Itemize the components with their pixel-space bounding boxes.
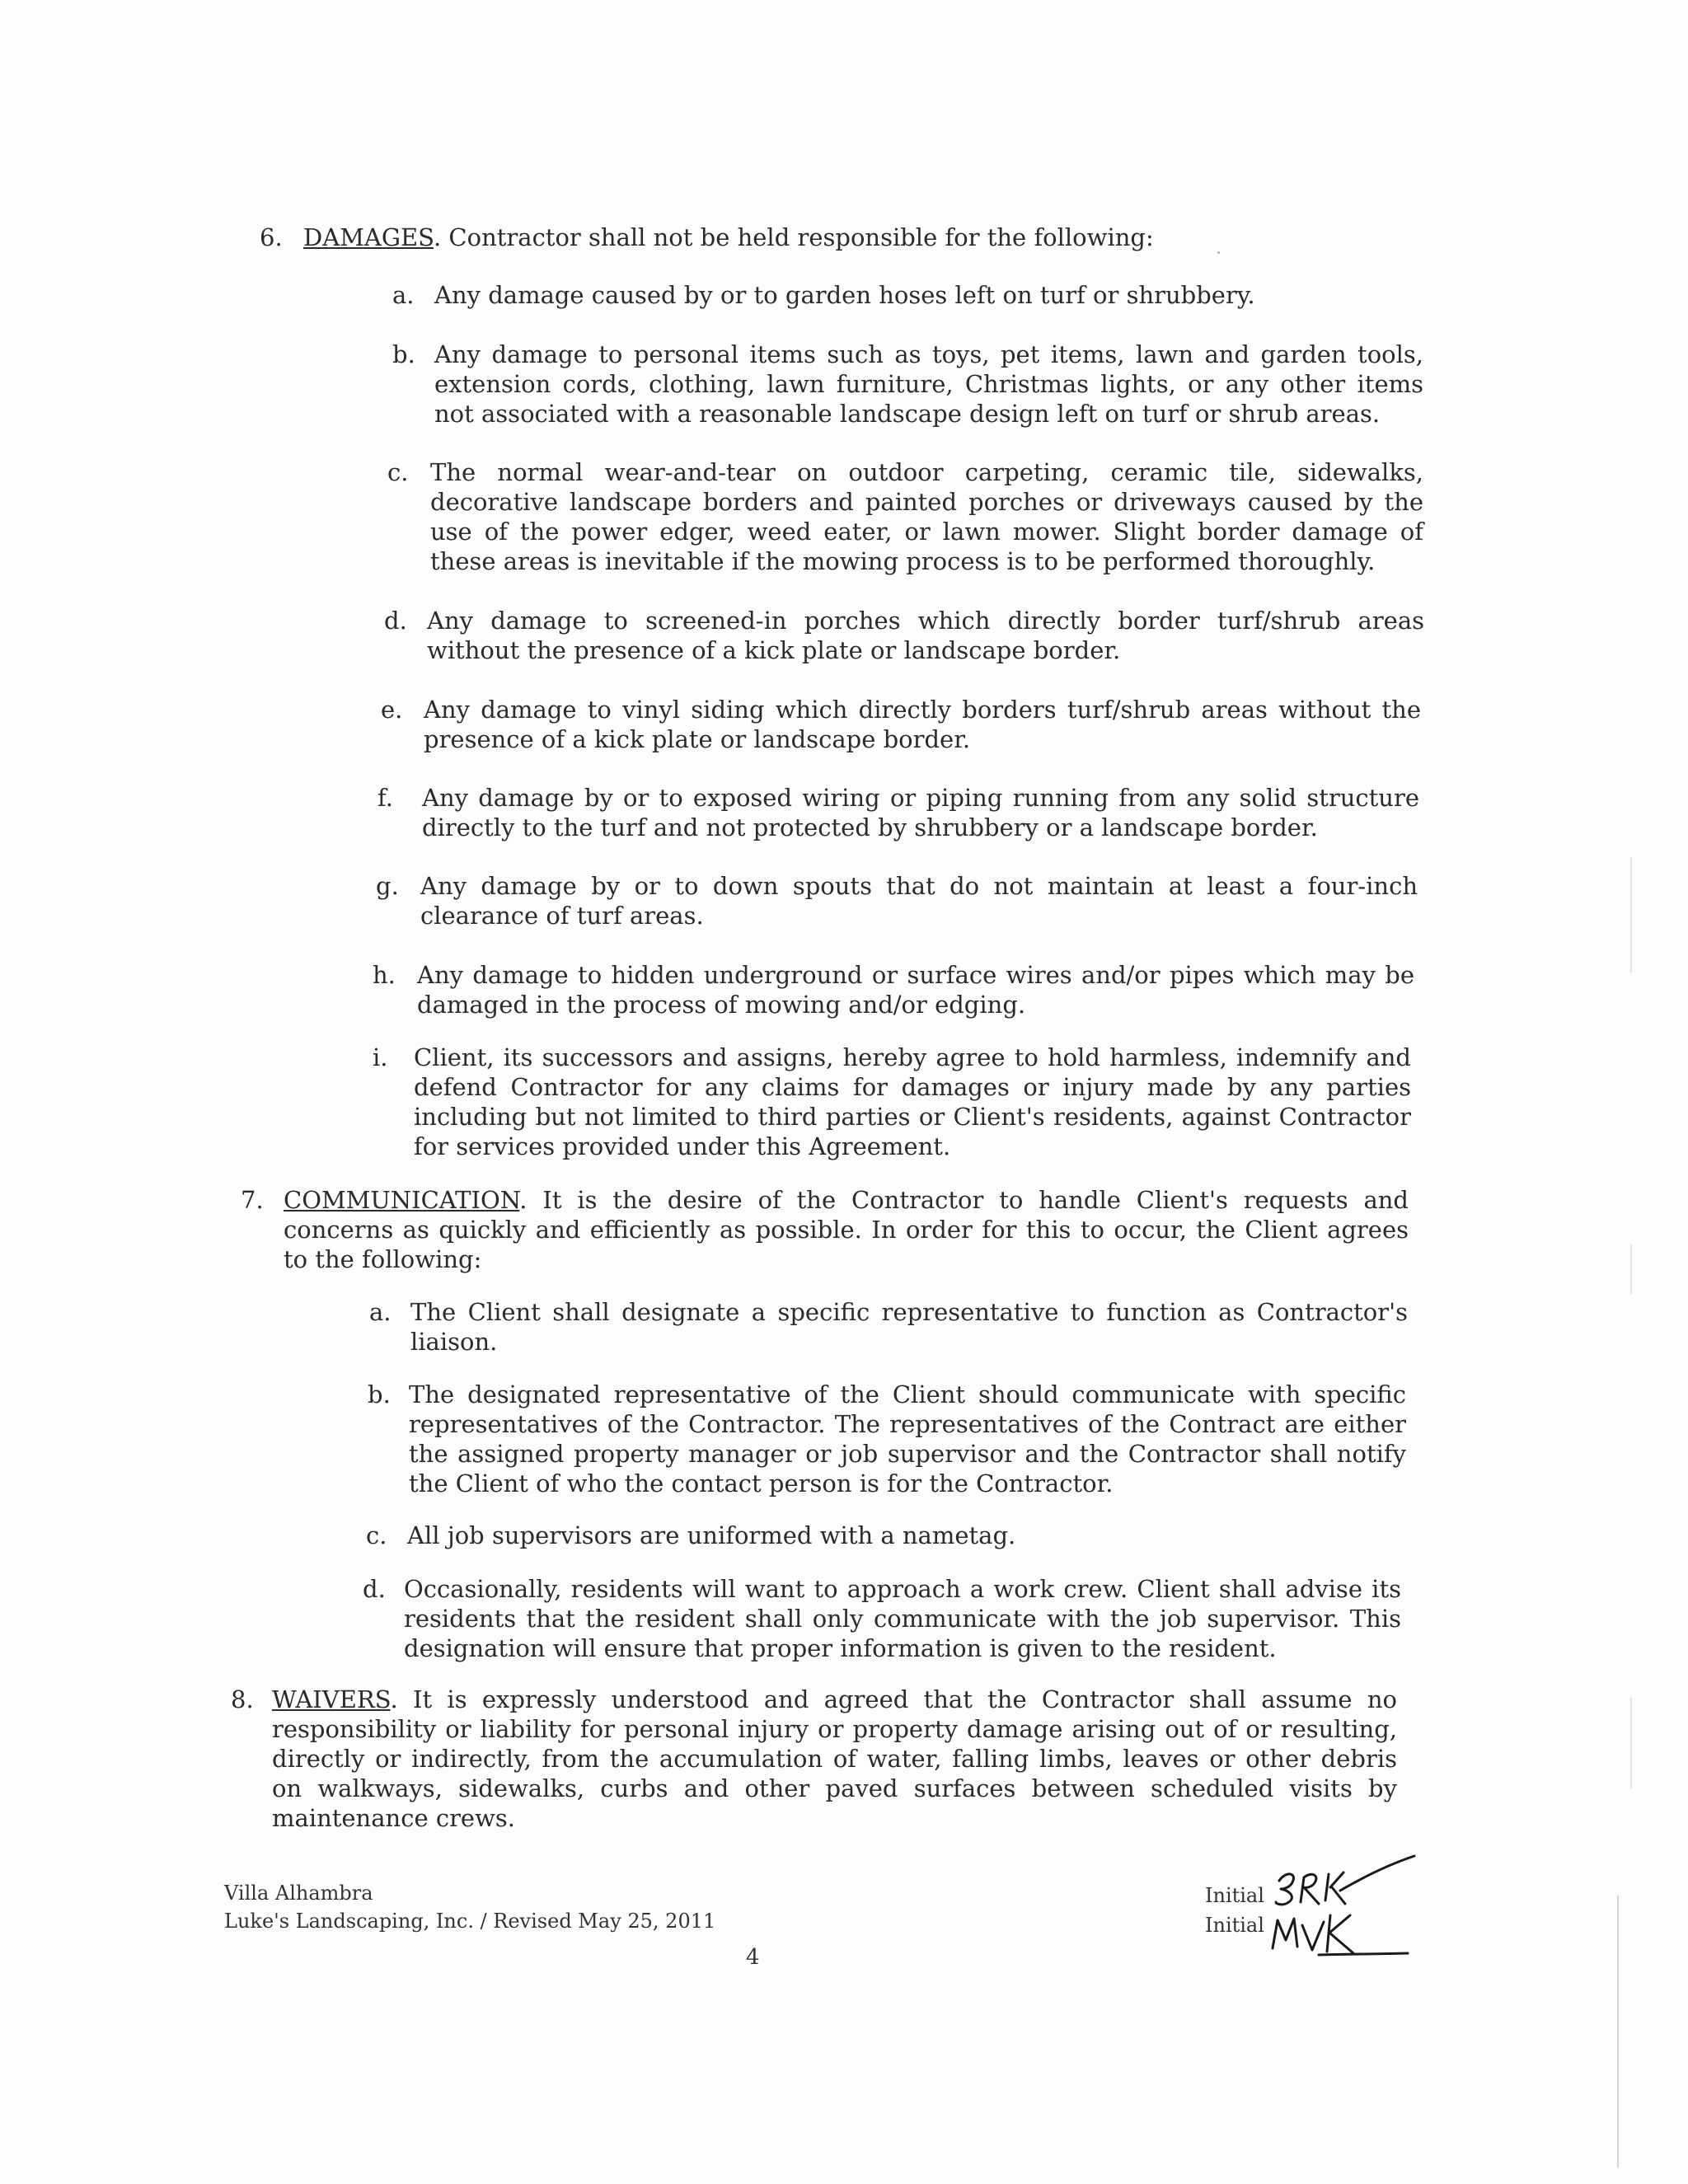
initial-label: Initial bbox=[1205, 1914, 1264, 1937]
item-letter: a. bbox=[369, 1298, 392, 1326]
item-letter: a. bbox=[392, 281, 415, 309]
section-heading: COMMUNICATION bbox=[284, 1186, 520, 1214]
scan-artifact bbox=[1217, 251, 1220, 254]
item-text: Any damage to screened-in porches which directly border turf/shrub areas without the presence of a kick plate or landscape border. bbox=[427, 607, 1424, 664]
item-letter: g. bbox=[376, 872, 399, 900]
footer-left bbox=[224, 1879, 801, 1935]
section-intro bbox=[272, 1685, 1397, 1833]
section-intro bbox=[284, 1185, 1409, 1274]
item-letter: i. bbox=[373, 1043, 388, 1071]
initial-line-2 bbox=[1205, 1914, 1264, 1937]
item-text: Any damage to personal items such as toys, pet items, lawn and garden tools, extension cords, clothing, lawn furniture, Christmas lights, or any other items not associated with a reasonable landscape design left on turf or shrub areas. bbox=[434, 340, 1423, 428]
initial-line-1 bbox=[1205, 1884, 1264, 1907]
section-number: 6. bbox=[260, 223, 283, 251]
section-intro-text: . It is expressly understood and agreed that the Contractor shall assume no responsibility or liability for personal injury or property damage arising out of or resulting, directly or indirectly, from the accumulation of water, falling limbs, leaves or other debris on walkways, sidewalks, curbs and other paved surfaces between scheduled visits by maintenance crews. bbox=[272, 1685, 1397, 1832]
item-text: Occasionally, residents will want to approach a work crew. Client shall advise its residents that the resident shall only communicate with the job supervisor. This designation will ensure that proper information is given to the resident. bbox=[404, 1575, 1401, 1662]
item-text: The normal wear-and-tear on outdoor carpeting, ceramic tile, sidewalks, decorative landscape borders and painted porches or driveways caused by the use of the power edger, weed eater, or lawn mower. Slight border damage of these areas is inevitable if the mowing process is to be performed thoroughly. bbox=[430, 458, 1423, 575]
item-text: All job supervisors are uniformed with a nametag. bbox=[407, 1521, 1016, 1549]
section-intro bbox=[303, 223, 1210, 252]
scan-artifact bbox=[1630, 1244, 1632, 1294]
item-letter: c. bbox=[387, 458, 409, 486]
item-letter: d. bbox=[363, 1575, 386, 1603]
section-number: 8. bbox=[231, 1685, 254, 1713]
page-number: 4 bbox=[746, 1945, 760, 1970]
item-text: Any damage by or to exposed wiring or piping running from any solid structure directly to the turf and not protected by shrubbery or a landscape border. bbox=[422, 784, 1419, 841]
item-text: Any damage to vinyl siding which directly borders turf/shrub areas without the presence of a kick plate or landscape border. bbox=[424, 696, 1421, 753]
scan-artifact bbox=[1617, 1896, 1619, 2168]
item-letter: d. bbox=[384, 607, 407, 635]
item-text: The Client shall designate a specific representative to function as Contractor's liaison. bbox=[410, 1298, 1408, 1356]
item-text: Client, its successors and assigns, hereby agree to hold harmless, indemnify and defend Contractor for any claims for damages or injury made by any parties including but not limited to third parties or Client's residents, against Contractor for services provided under this Agreement. bbox=[414, 1043, 1411, 1160]
item-text: Any damage to hidden underground or surface wires and/or pipes which may be damaged in the process of mowing and/or edging. bbox=[417, 961, 1414, 1019]
item-letter: b. bbox=[392, 340, 415, 368]
item-text: The designated representative of the Client should communicate with specific representatives of the Contractor. The representatives of the Contract are either the assigned property manager or job supervisor and the Contractor shall notify the Client of who the contact person is for the Contractor. bbox=[409, 1380, 1406, 1497]
initial-label: Initial bbox=[1205, 1884, 1264, 1907]
item-letter: h. bbox=[373, 961, 396, 989]
section-intro-text: . Contractor shall not be held responsible for the following: bbox=[434, 223, 1154, 251]
item-letter: e. bbox=[381, 696, 403, 724]
footer-company-revision: Luke's Landscaping, Inc. / Revised May 25, 2011 bbox=[224, 1910, 716, 1933]
item-letter: c. bbox=[366, 1521, 387, 1549]
handwritten-initials-signature bbox=[1261, 1854, 1418, 1961]
item-text: Any damage caused by or to garden hoses left on turf or shrubbery. bbox=[434, 281, 1255, 309]
section-number: 7. bbox=[241, 1186, 264, 1214]
item-text: Any damage by or to down spouts that do not maintain at least a four-inch clearance of turf areas. bbox=[420, 872, 1418, 930]
scan-artifact bbox=[1630, 1698, 1632, 1788]
section-heading: WAIVERS bbox=[272, 1685, 391, 1713]
section-heading: DAMAGES bbox=[303, 223, 434, 251]
item-letter: f. bbox=[377, 784, 393, 812]
section-intro-text: . It is the desire of the Contractor to handle Client's requests and concerns as quickly and efficiently as possible. In order for this to occur, the Client agrees to the following: bbox=[284, 1186, 1409, 1273]
footer-property-name: Villa Alhambra bbox=[224, 1882, 373, 1905]
item-letter: b. bbox=[368, 1380, 391, 1408]
section-damages bbox=[0, 223, 1688, 255]
scan-artifact bbox=[1630, 857, 1632, 972]
